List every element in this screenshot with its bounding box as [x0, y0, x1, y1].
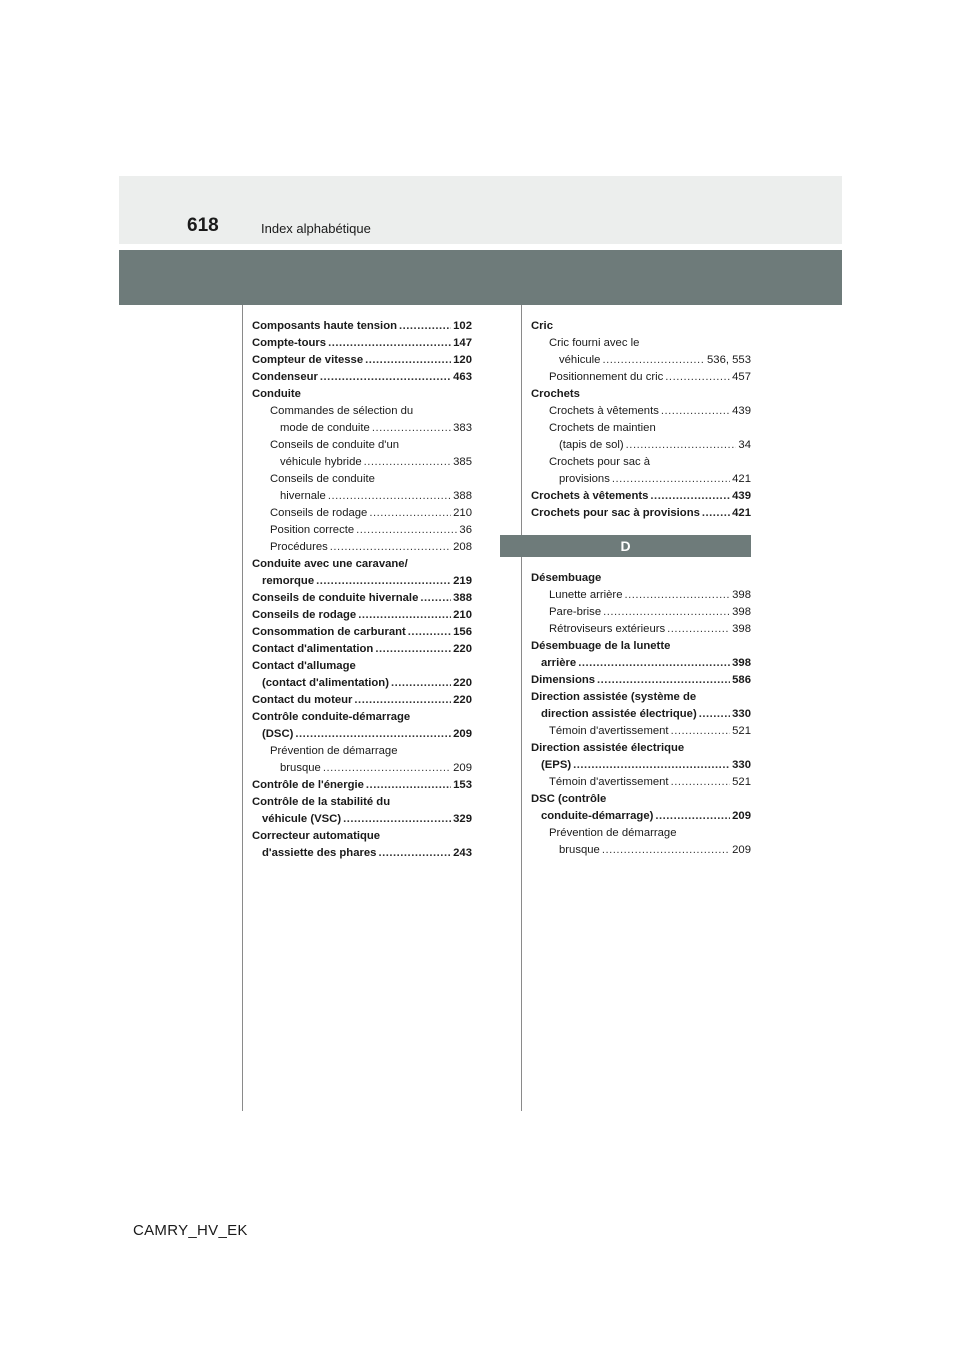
entry-page-number[interactable]: 398	[732, 606, 751, 618]
entry-label: direction assistée électrique)	[541, 708, 697, 720]
index-entry	[531, 638, 751, 655]
entry-label: Conseils de rodage	[270, 507, 368, 519]
index-subentry	[252, 505, 472, 522]
dot-leader	[626, 437, 737, 454]
index-subentry	[531, 352, 751, 369]
entry-label: Dimensions	[531, 674, 596, 686]
entry-label: Contact d'alimentation	[252, 643, 374, 655]
entry-page-number[interactable]: 521	[732, 725, 751, 737]
entry-page-number[interactable]: 153	[453, 779, 472, 791]
index-subentry	[252, 743, 472, 760]
dot-leader	[399, 318, 451, 335]
entry-label: Contact d'allumage	[252, 660, 356, 672]
dot-leader	[366, 777, 451, 794]
entry-page-number[interactable]: 385	[453, 456, 472, 468]
dot-leader	[671, 774, 731, 791]
dot-leader	[603, 604, 730, 621]
entry-page-number[interactable]: 388	[453, 592, 472, 604]
dot-leader	[391, 675, 451, 692]
entry-page-number[interactable]: 463	[453, 371, 472, 383]
left-column-rule	[242, 305, 243, 1111]
entry-label: Crochets pour sac à	[549, 456, 651, 468]
index-subentry	[252, 539, 472, 556]
entry-page-number[interactable]: 439	[732, 405, 751, 417]
entry-label: Compteur de vitesse	[252, 354, 364, 366]
entry-page-number[interactable]: 536, 553	[707, 354, 751, 366]
index-entry	[531, 706, 751, 723]
dot-leader	[316, 573, 451, 590]
entry-page-number[interactable]: 102	[453, 320, 472, 332]
entry-label: Correcteur automatique	[252, 830, 381, 842]
entry-label: Consommation de carburant	[252, 626, 406, 638]
entry-label: Crochets à vêtements	[549, 405, 659, 417]
entry-label: véhicule hybride	[280, 456, 362, 468]
index-subentry	[531, 723, 751, 740]
entry-page-number[interactable]: 36	[459, 524, 472, 536]
entry-page-number[interactable]: 120	[453, 354, 472, 366]
entry-label: véhicule (VSC)	[262, 813, 342, 825]
index-entry	[252, 658, 472, 675]
entry-page-number[interactable]: 210	[453, 507, 472, 519]
entry-label: Lunette arrière	[549, 589, 623, 601]
dot-leader	[328, 488, 451, 505]
index-entry	[531, 318, 751, 335]
index-entry	[252, 607, 472, 624]
index-subentry	[252, 437, 472, 454]
entry-label: remorque	[262, 575, 315, 587]
index-letter-heading: D	[500, 535, 751, 557]
entry-label: Crochets de maintien	[549, 422, 656, 434]
entry-label: Procédures	[270, 541, 328, 553]
index-subentry	[531, 437, 751, 454]
index-column-left	[252, 318, 472, 862]
dot-leader	[378, 845, 451, 862]
entry-page-number[interactable]: 220	[453, 643, 472, 655]
entry-label: conduite-démarrage)	[541, 810, 654, 822]
index-entry	[252, 777, 472, 794]
entry-page-number[interactable]: 220	[453, 677, 472, 689]
index-entry	[531, 655, 751, 672]
entry-label: Commandes de sélection du	[270, 405, 414, 417]
entry-label: Conseils de conduite	[270, 473, 375, 485]
entry-label: Contrôle de l'énergie	[252, 779, 364, 791]
index-subentry	[531, 842, 751, 859]
dot-leader	[573, 757, 730, 774]
index-entry	[531, 757, 751, 774]
index-subentry	[252, 488, 472, 505]
entry-page-number[interactable]: 156	[453, 626, 472, 638]
index-entry	[252, 726, 472, 743]
index-entry	[252, 624, 472, 641]
entry-page-number[interactable]: 398	[732, 623, 751, 635]
entry-label: (EPS)	[541, 759, 572, 771]
index-entry	[252, 675, 472, 692]
dot-leader	[375, 641, 451, 658]
index-entry	[252, 590, 472, 607]
index-subentry	[531, 604, 751, 621]
dot-leader	[624, 587, 730, 604]
entry-label: véhicule	[559, 354, 601, 366]
index-subentry	[531, 621, 751, 638]
entry-page-number[interactable]: 34	[738, 439, 751, 451]
index-entry	[252, 811, 472, 828]
index-entry	[252, 692, 472, 709]
index-entry	[252, 709, 472, 726]
entry-label: d'assiette des phares	[262, 847, 377, 859]
entry-label: Crochets à vêtements	[531, 490, 649, 502]
entry-label: Crochets pour sac à provisions	[531, 507, 700, 519]
entry-page-number[interactable]: 439	[732, 490, 751, 502]
dot-leader	[356, 522, 457, 539]
dot-leader	[661, 403, 730, 420]
entry-label: Position correcte	[270, 524, 355, 536]
dot-leader	[372, 420, 451, 437]
index-subentry	[252, 420, 472, 437]
entry-page-number[interactable]: 421	[732, 473, 751, 485]
entry-label: Contrôle de la stabilité du	[252, 796, 391, 808]
index-subentry	[252, 471, 472, 488]
dot-leader	[665, 369, 730, 386]
entry-page-number[interactable]: 220	[453, 694, 472, 706]
dot-leader	[358, 607, 451, 624]
dot-leader	[702, 505, 730, 522]
index-entry	[252, 794, 472, 811]
entry-page-number[interactable]: 521	[732, 776, 751, 788]
dot-leader	[343, 811, 451, 828]
entry-label: Pare-brise	[549, 606, 602, 618]
entry-label: (DSC)	[262, 728, 294, 740]
dot-leader	[323, 760, 451, 777]
entry-page-number[interactable]: 388	[453, 490, 472, 502]
entry-page-number[interactable]: 147	[453, 337, 472, 349]
page-number: 618	[187, 215, 219, 236]
index-subentry	[531, 587, 751, 604]
index-entry	[531, 386, 751, 403]
dot-leader	[364, 454, 452, 471]
entry-page-number[interactable]: 457	[732, 371, 751, 383]
index-column-right	[531, 318, 751, 859]
entry-page-number[interactable]: 210	[453, 609, 472, 621]
section-title: Index alphabétique	[261, 221, 371, 236]
entry-label: Contact du moteur	[252, 694, 353, 706]
index-entry	[252, 352, 472, 369]
dot-leader	[408, 624, 451, 641]
index-subentry	[531, 335, 751, 352]
entry-page-number[interactable]: 330	[732, 759, 751, 771]
index-entry	[531, 740, 751, 757]
dot-leader	[295, 726, 451, 743]
index-entry	[531, 791, 751, 808]
entry-label: (tapis de sol)	[559, 439, 624, 451]
index-entry	[252, 386, 472, 403]
dot-leader	[328, 335, 451, 352]
index-entry	[531, 672, 751, 689]
entry-page-number[interactable]: 329	[453, 813, 472, 825]
entry-label: Prévention de démarrage	[549, 827, 677, 839]
header-divider-band	[119, 250, 842, 305]
entry-label: hivernale	[280, 490, 326, 502]
index-entry	[531, 505, 751, 522]
dot-leader	[330, 539, 451, 556]
entry-label: Désembuage	[531, 572, 602, 584]
entry-page-number[interactable]: 383	[453, 422, 472, 434]
dot-leader	[369, 505, 451, 522]
index-entry	[531, 689, 751, 706]
index-entry	[252, 641, 472, 658]
dot-leader	[699, 706, 730, 723]
index-entry	[252, 845, 472, 862]
entry-label: mode de conduite	[280, 422, 370, 434]
index-subentry	[531, 825, 751, 842]
entry-page-number[interactable]: 398	[732, 657, 751, 669]
header-band	[119, 176, 842, 244]
entry-label: Positionnement du cric	[549, 371, 664, 383]
entry-label: Conduite	[252, 388, 301, 400]
index-entry	[252, 828, 472, 845]
index-subentry	[531, 420, 751, 437]
index-entry	[252, 335, 472, 352]
entry-label: (contact d'alimentation)	[262, 677, 389, 689]
entry-label: arrière	[541, 657, 577, 669]
dot-leader	[578, 655, 730, 672]
entry-label: provisions	[559, 473, 610, 485]
dot-leader	[320, 369, 451, 386]
index-subentry	[252, 403, 472, 420]
index-entry	[252, 573, 472, 590]
entry-label: Conseils de conduite d'un	[270, 439, 400, 451]
entry-page-number[interactable]: 398	[732, 589, 751, 601]
entry-page-number[interactable]: 330	[732, 708, 751, 720]
index-entry	[531, 808, 751, 825]
entry-page-number[interactable]: 208	[453, 541, 472, 553]
dot-leader	[667, 621, 730, 638]
entry-label: Rétroviseurs extérieurs	[549, 623, 666, 635]
entry-label: Cric fourni avec le	[549, 337, 640, 349]
dot-leader	[420, 590, 451, 607]
entry-page-number[interactable]: 243	[453, 847, 472, 859]
index-subentry	[531, 774, 751, 791]
index-entry	[531, 570, 751, 587]
dot-leader	[612, 471, 730, 488]
index-entry	[252, 556, 472, 573]
entry-label: Condenseur	[252, 371, 318, 383]
dot-leader	[655, 808, 730, 825]
dot-leader	[602, 352, 705, 369]
entry-page-number[interactable]: 209	[453, 728, 472, 740]
entry-label: Témoin d'avertissement	[549, 776, 669, 788]
index-subentry	[252, 760, 472, 777]
entry-page-number[interactable]: 209	[453, 762, 472, 774]
entry-label: Direction assistée électrique	[531, 742, 685, 754]
entry-label: Crochets	[531, 388, 580, 400]
index-entry	[531, 488, 751, 505]
entry-label: Prévention de démarrage	[270, 745, 398, 757]
entry-page-number[interactable]: 421	[732, 507, 751, 519]
entry-label: Composants haute tension	[252, 320, 397, 332]
model-code: CAMRY_HV_EK	[133, 1222, 248, 1239]
index-subentry	[531, 454, 751, 471]
entry-label: Compte-tours	[252, 337, 327, 349]
dot-leader	[365, 352, 451, 369]
index-subentry	[531, 471, 751, 488]
index-entry	[252, 318, 472, 335]
entry-label: brusque	[559, 844, 600, 856]
entry-label: Témoin d'avertissement	[549, 725, 669, 737]
entry-page-number[interactable]: 209	[732, 844, 751, 856]
dot-leader	[602, 842, 730, 859]
entry-label: Direction assistée (système de	[531, 691, 697, 703]
entry-label: brusque	[280, 762, 321, 774]
dot-leader	[671, 723, 731, 740]
entry-page-number[interactable]: 219	[453, 575, 472, 587]
entry-label: Conduite avec une caravane/	[252, 558, 408, 570]
entry-label: DSC (contrôle	[531, 793, 607, 805]
dot-leader	[354, 692, 451, 709]
entry-label: Cric	[531, 320, 553, 332]
index-subentry	[531, 403, 751, 420]
dot-leader	[597, 672, 730, 689]
dot-leader	[650, 488, 730, 505]
index-subentry	[252, 522, 472, 539]
entry-page-number[interactable]: 209	[732, 810, 751, 822]
entry-page-number[interactable]: 586	[732, 674, 751, 686]
center-column-rule	[521, 305, 522, 1111]
entry-label: Contrôle conduite-démarrage	[252, 711, 411, 723]
entry-label: Conseils de rodage	[252, 609, 357, 621]
entry-label: Conseils de conduite hivernale	[252, 592, 419, 604]
entry-label: Désembuage de la lunette	[531, 640, 671, 652]
index-entry	[252, 369, 472, 386]
index-subentry	[252, 454, 472, 471]
index-subentry	[531, 369, 751, 386]
